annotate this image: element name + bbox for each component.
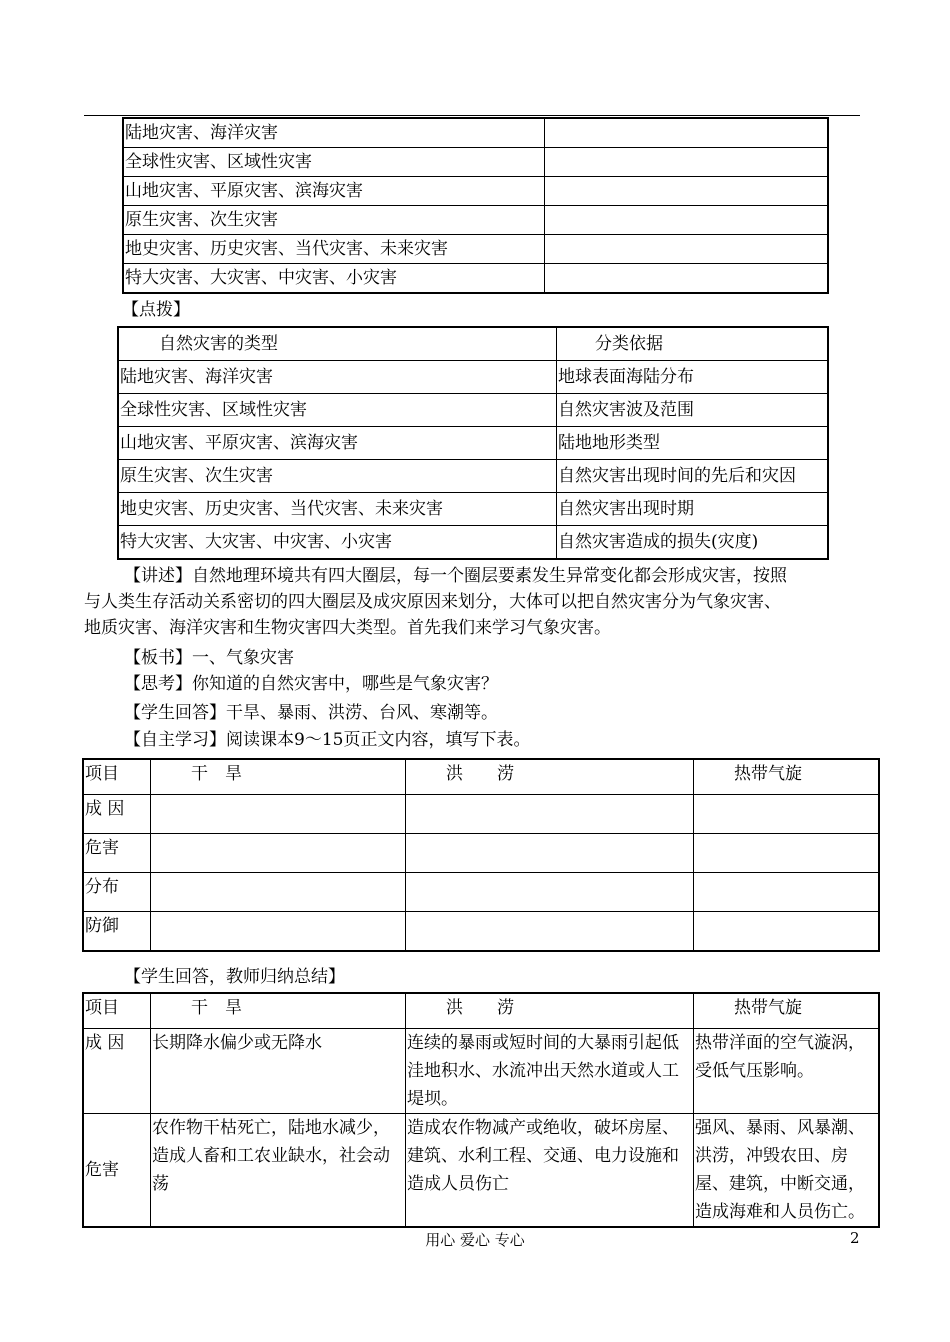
table-cell-blank[interactable]	[545, 206, 829, 235]
table-cell: 地史灾害、历史灾害、当代灾害、未来灾害	[118, 493, 557, 526]
table-cell: 全球性灾害、区域性灾害	[123, 148, 545, 177]
sikao-line: 【思考】你知道的自然灾害中，哪些是气象灾害？	[124, 674, 498, 694]
table-cell-blank[interactable]	[545, 264, 829, 294]
table-cell-blank[interactable]	[545, 118, 829, 148]
table-cell: 农作物干枯死亡，陆地水减少，造成人畜和工农业缺水，社会动荡	[151, 1114, 406, 1228]
table-cell: 陆地地形类型	[557, 427, 829, 460]
table-cell: 山地灾害、平原灾害、滨海灾害	[118, 427, 557, 460]
column-header: 洪 涝	[406, 993, 694, 1029]
column-header: 干 旱	[151, 759, 406, 795]
table-row	[83, 1029, 879, 1114]
table-cell: 造成农作物减产或绝收，破坏房屋、建筑、水利工程、交通、电力设施和造成人员伤亡	[406, 1114, 694, 1228]
table-cell: 自然灾害出现时期	[557, 493, 829, 526]
table-cell-blank[interactable]	[406, 795, 694, 834]
table-cell: 长期降水偏少或无降水	[151, 1029, 406, 1114]
banshu-line: 【板书】一、气象灾害	[124, 648, 294, 668]
table-cell: 强风、暴雨、风暴潮、洪涝，冲毁农田、房屋、建筑，中断交通，造成海难和人员伤亡。	[694, 1114, 880, 1228]
column-header: 干 旱	[151, 993, 406, 1029]
table-cell: 陆地灾害、海洋灾害	[118, 361, 557, 394]
table-cell: 原生灾害、次生灾害	[118, 460, 557, 493]
table-row	[123, 206, 828, 235]
table-cell-blank[interactable]	[545, 235, 829, 264]
table-cell: 全球性灾害、区域性灾害	[118, 394, 557, 427]
column-header: 项目	[83, 993, 151, 1029]
classification-blank-table	[122, 117, 829, 294]
table-row	[118, 526, 828, 560]
column-header: 分类依据	[557, 327, 829, 361]
table-cell-blank[interactable]	[406, 912, 694, 952]
table-cell-blank[interactable]	[545, 177, 829, 206]
row-label: 成 因	[83, 1029, 151, 1114]
table-row	[83, 1114, 879, 1228]
table-header-row	[118, 327, 828, 361]
jiangshu-line-1: 【讲述】自然地理环境共有四大圈层，每一个圈层要素发生异常变化都会形成灾害，按照	[124, 566, 787, 586]
table-row	[118, 460, 828, 493]
column-header: 项目	[83, 759, 151, 795]
table-row	[83, 834, 879, 873]
self-study-line: 【自主学习】阅读课本9～15页正文内容，填写下表。	[124, 730, 531, 750]
table-row	[118, 493, 828, 526]
table-row	[83, 795, 879, 834]
column-header: 洪 涝	[406, 759, 694, 795]
classification-answer-table	[117, 326, 829, 560]
page-number: 2	[850, 1229, 860, 1247]
table-row	[123, 118, 828, 148]
meteorological-answer-table	[82, 992, 880, 1228]
column-header: 热带气旋	[694, 993, 880, 1029]
student-answer-line: 【学生回答】干旱、暴雨、洪涝、台风、寒潮等。	[124, 703, 498, 723]
table-cell-blank[interactable]	[151, 912, 406, 952]
footer-motto: 用心 爱心 专心	[425, 1231, 525, 1249]
table-cell: 自然灾害造成的损失(灾度)	[557, 526, 829, 560]
row-label: 危害	[83, 1114, 151, 1228]
table-cell-blank[interactable]	[694, 795, 880, 834]
table-cell: 地球表面海陆分布	[557, 361, 829, 394]
dianbo-label: 【点拨】	[122, 300, 190, 320]
table-header-row	[83, 993, 879, 1029]
table-cell: 特大灾害、大灾害、中灾害、小灾害	[123, 264, 545, 294]
table-cell: 自然灾害出现时间的先后和灾因	[557, 460, 829, 493]
table-cell: 连续的暴雨或短时间的大暴雨引起低洼地积水、水流冲出天然水道或人工堤坝。	[406, 1029, 694, 1114]
table-row	[118, 394, 828, 427]
table-cell: 山地灾害、平原灾害、滨海灾害	[123, 177, 545, 206]
table-row	[123, 264, 828, 294]
table-cell-blank[interactable]	[406, 834, 694, 873]
table-row	[123, 177, 828, 206]
table-row	[83, 912, 879, 952]
table-cell-blank[interactable]	[151, 795, 406, 834]
table-cell-blank[interactable]	[694, 834, 880, 873]
row-label: 防御	[83, 912, 151, 952]
table-cell: 热带洋面的空气漩涡，受低气压影响。	[694, 1029, 880, 1114]
table-cell-blank[interactable]	[545, 148, 829, 177]
row-label: 分布	[83, 873, 151, 912]
table-cell: 自然灾害波及范围	[557, 394, 829, 427]
meteorological-blank-table	[82, 758, 880, 952]
table-cell-blank[interactable]	[151, 834, 406, 873]
table-cell: 地史灾害、历史灾害、当代灾害、未来灾害	[123, 235, 545, 264]
summary-label: 【学生回答，教师归纳总结】	[124, 967, 345, 987]
table-header-row	[83, 759, 879, 795]
column-header: 自然灾害的类型	[118, 327, 557, 361]
table-row	[123, 235, 828, 264]
table-cell: 原生灾害、次生灾害	[123, 206, 545, 235]
jiangshu-line-3: 地质灾害、海洋灾害和生物灾害四大类型。首先我们来学习气象灾害。	[84, 618, 611, 638]
row-label: 危害	[83, 834, 151, 873]
table-cell-blank[interactable]	[151, 873, 406, 912]
column-header: 热带气旋	[694, 759, 880, 795]
table-cell-blank[interactable]	[406, 873, 694, 912]
table-cell: 陆地灾害、海洋灾害	[123, 118, 545, 148]
jiangshu-line-2: 与人类生存活动关系密切的四大圈层及成灾原因来划分，大体可以把自然灾害分为气象灾害、	[84, 592, 781, 612]
header-rule	[84, 115, 860, 116]
row-label: 成 因	[83, 795, 151, 834]
table-cell-blank[interactable]	[694, 912, 880, 952]
table-row	[123, 148, 828, 177]
table-row	[118, 361, 828, 394]
table-cell-blank[interactable]	[694, 873, 880, 912]
table-row	[118, 427, 828, 460]
table-row	[83, 873, 879, 912]
table-cell: 特大灾害、大灾害、中灾害、小灾害	[118, 526, 557, 560]
